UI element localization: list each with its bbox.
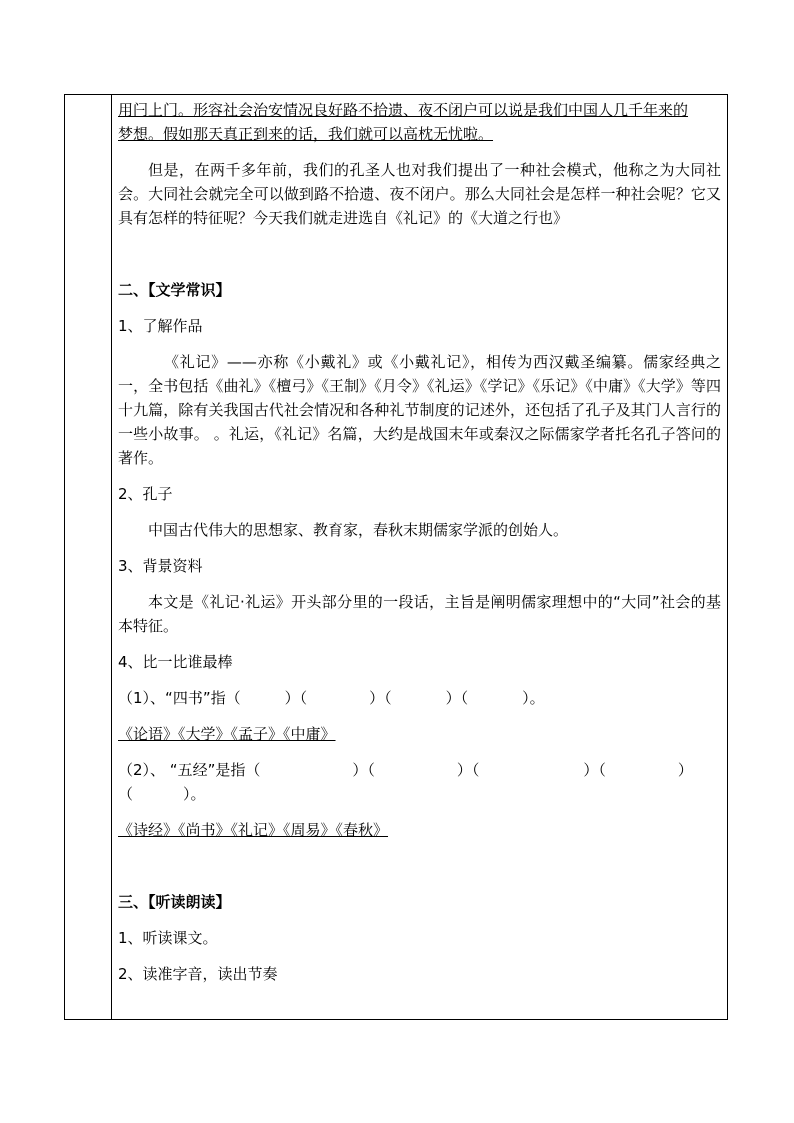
section-heading-literature: 二、【文学常识】 [118, 281, 231, 299]
reading-item-1: 1、听读课文。 [118, 929, 218, 947]
item-title-confucius: 2、孔子 [118, 485, 173, 503]
intro-line-2: 梦想。假如那天真正到来的话，我们就可以高枕无忧啦。 [118, 125, 494, 143]
intro-paragraph: 但是，在两千多年前，我们的孔圣人也对我们提出了一种社会模式，他称之为大同社会。大同社会就完全可以做到路不拾遗、夜不闭户。那么大同社会是怎样一种社会呢？它又具有怎样的特征呢？今天我们就走进选自《礼记》的《大道之行也》 [118, 161, 721, 227]
column-divider [111, 95, 112, 1019]
item-text-works: 《礼记》——亦称《小戴礼》或《小戴礼记》，相传为西汉戴圣编纂。儒家经典之一，全书包括《曲礼》《檀弓》《王制》《月令》《礼运》《学记》《乐记》《中庸》《大学》等四十九篇，除有关我国古代社会情况和各种礼节制度的记述外，还包括了孔子及其门人言行的一些小故事。 。礼运，《礼记》名篇，大约是战国末年或秦汉之际儒家学者托名孔子答问的著作。 [118, 353, 721, 467]
quiz-answer-2: 《诗经》《尚书》《礼记》《周易》《春秋》 [118, 821, 389, 839]
item-title-quiz: 4、比一比谁最棒 [118, 653, 233, 671]
content-cell [118, 96, 721, 986]
lesson-table [64, 94, 728, 1020]
quiz-question-2: （2）、 “五经”是指（ ）（ ）（ ）（ ） （ ）。 [118, 761, 693, 803]
quiz-question-1: （1）、“四书”指（ ）（ ）（ ）（ ）。 [118, 689, 545, 707]
item-text-confucius: 中国古代伟大的思想家、教育家，春秋末期儒家学派的创始人。 [148, 521, 569, 539]
quiz-answer-1: 《论语》《大学》《孟子》《中庸》 [118, 725, 336, 743]
item-title-background: 3、背景资料 [118, 557, 203, 575]
quiz-question-1-prefix: （1）、“四书”指（ [118, 689, 241, 707]
item-title-works: 1、了解作品 [118, 317, 203, 335]
quiz-question-2-prefix: （2）、 “五经”是指（ [118, 761, 261, 779]
intro-line-1: 用闩上门。形容社会治安情况良好路不拾遗、夜不闭户可以说是我们中国人几千年来的 [118, 101, 689, 119]
item-text-background: 本文是《礼记·礼运》开头部分里的一段话，主旨是阐明儒家理想中的“大同”社会的基本特征。 [118, 593, 721, 635]
reading-item-2: 2、读准字音，读出节奏 [118, 965, 278, 983]
section-heading-reading: 三、【听读朗读】 [118, 893, 231, 911]
